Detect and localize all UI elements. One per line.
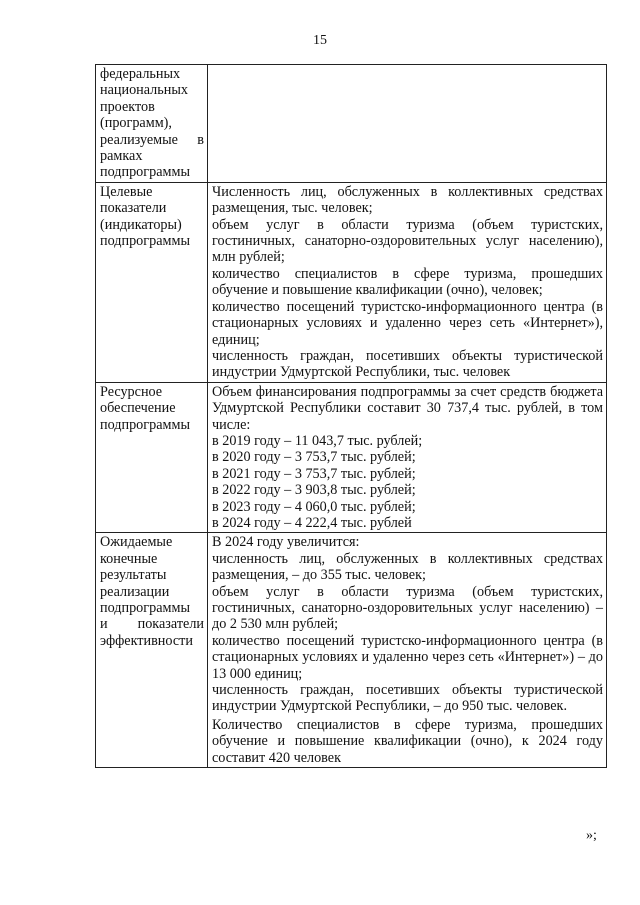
label-line: реализации (100, 583, 170, 600)
row-label (96, 382, 208, 533)
label-line: показатели (100, 200, 167, 217)
result-paragraph: численность граждан, посетивших объекты туристической индустрии Удмуртской Республики, – до 950 тыс. человек. (212, 682, 603, 715)
row-content (208, 182, 607, 382)
label-line: подпрограммы (100, 233, 190, 250)
label-line: подпрограммы (100, 164, 190, 181)
indicator-paragraph: количество посещений туристско-информационного центра (в стационарных условиях и удаленно через сеть «Интернет»), единиц; (212, 298, 603, 348)
label-line: (индикаторы) (100, 216, 182, 233)
funding-year-line: в 2020 году – 3 753,7 тыс. рублей; (212, 449, 416, 466)
funding-year-line: в 2024 году – 4 222,4 тыс. рублей (212, 514, 412, 531)
subprogram-passport-table (95, 64, 607, 768)
label-line: рамках (100, 148, 143, 165)
funding-year-line: в 2019 году – 11 043,7 тыс. рублей; (212, 432, 423, 449)
result-paragraph: объем услуг в области туризма (объем туристских, гостиничных, санаторно-оздоровительных услуг населению) – до 2 530 млн рублей; (212, 583, 603, 633)
indicator-paragraph: численность граждан, посетивших объекты туристической индустрии Удмуртской Республики, тыс. человек (212, 347, 603, 381)
label-line: Ожидаемые (100, 534, 173, 551)
row-content (208, 533, 607, 768)
funding-year-line: в 2023 году – 4 060,0 тыс. рублей; (212, 498, 416, 515)
table-row-target-indicators (96, 182, 607, 382)
row-content (208, 382, 607, 533)
label-line: Целевые (100, 183, 153, 200)
funding-paragraph: Объем финансирования подпрограммы за счет средств бюджета Удмуртской Республики составит 30 737,4 тыс. рублей, в том числе: (212, 383, 603, 433)
label-line: эффективности (100, 632, 193, 649)
table-row-resource-provision (96, 382, 607, 533)
label-line: федеральных (100, 66, 181, 82)
label-line: результаты (100, 567, 167, 584)
table-row-expected-results (96, 533, 607, 768)
row-label (96, 182, 208, 382)
label-line: проектов (100, 98, 155, 115)
label-line: обеспечение (100, 400, 176, 417)
label-line: (программ), (100, 115, 172, 132)
label-line: подпрограммы (100, 600, 190, 616)
row-content (208, 65, 607, 183)
label-line: реализуемые в (100, 131, 204, 148)
label-line: Ресурсное (100, 383, 163, 400)
closing-quote-mark: »; (586, 828, 597, 843)
indicator-paragraph: объем услуг в области туризма (объем туристских, гостиничных, санаторно-оздоровительных услуг населению), млн рублей; (212, 216, 603, 266)
row-label (96, 65, 208, 183)
indicator-paragraph: количество специалистов в сфере туризма, прошедших обучение и повышение квалификации (очно), человек; (212, 265, 603, 299)
row-label (96, 533, 208, 768)
label-line: конечные (100, 550, 158, 567)
indicator-paragraph: Численность лиц, обслуженных в коллективных средствах размещения, тыс. человек; (212, 183, 603, 217)
funding-year-line: в 2021 году – 3 753,7 тыс. рублей; (212, 465, 416, 482)
table-row-federal-projects (96, 65, 607, 183)
label-line: национальных (100, 82, 188, 99)
result-paragraph: численность лиц, обслуженных в коллективных средствах размещения, – до 355 тыс. человек; (212, 550, 603, 584)
label-line: подпрограммы (100, 416, 190, 433)
label-line: и показатели (100, 616, 204, 633)
page-number: 15 (313, 33, 327, 48)
result-paragraph: количество посещений туристско-информационного центра (в стационарных условиях и удаленно через сеть «Интернет») – до 13 000 единиц; (212, 632, 603, 682)
result-paragraph: Количество специалистов в сфере туризма, прошедших обучение и повышение квалификации (очно), к 2024 году составит 420 человек (212, 716, 603, 766)
result-paragraph: В 2024 году увеличится: (212, 534, 360, 551)
funding-year-line: в 2022 году – 3 903,8 тыс. рублей; (212, 482, 416, 499)
